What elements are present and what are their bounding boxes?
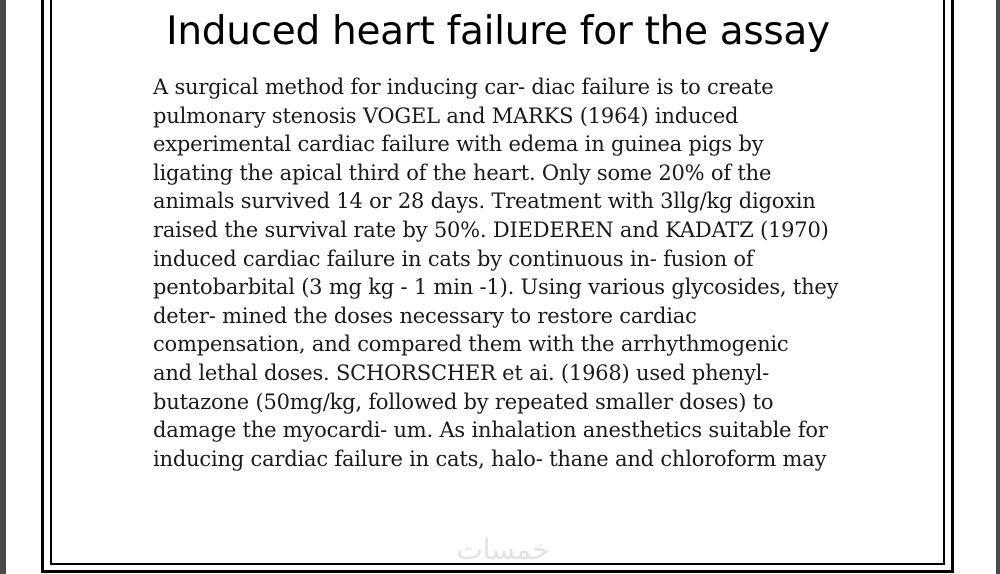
paragraph-line: A surgical method for inducing car- diac failure is to create [153,75,774,99]
paragraph-line: compensation, and compared them with the arrhythmogenic [153,332,789,357]
paragraph-line: raised the survival rate by 50%. DIEDEREN and KADATZ (1970) [153,217,829,242]
paragraph-line: pentobarbital (3 mg kg - 1 min -1). Using various glycosides, they [153,275,839,300]
paragraph-line: experimental cardiac failure with edema in guinea pigs by [153,132,764,157]
page-title: Induced heart failure for the assay [166,9,830,54]
paragraph-line: inducing cardiac failure in cats, halo- thane and chloroform may [153,446,827,471]
paragraph-line: pulmonary stenosis VOGEL and MARKS (1964) induced [153,103,739,128]
watermark: خمسات [456,533,550,566]
paragraph-line: damage the myocardi- um. As inhalation anesthetics suitable for [153,418,828,443]
right-window-edge [996,0,1000,574]
left-window-edge [0,0,6,574]
paragraph-line: animals survived 14 or 28 days. Treatment with 3llg/kg digoxin [153,189,816,214]
body-paragraph [153,73,873,473]
paragraph-line: deter- mined the doses necessary to restore cardiac [153,303,697,328]
paragraph-line: and lethal doses. SCHORSCHER et ai. (1968) used phenyl- [153,360,770,385]
paragraph-line: induced cardiac failure in cats by continuous in- fusion of [153,246,754,271]
paragraph-line: butazone (50mg/kg, followed by repeated smaller doses) to [153,389,774,414]
slide [54,0,942,562]
paragraph-line: ligating the apical third of the heart. Only some 20% of the [153,160,772,185]
